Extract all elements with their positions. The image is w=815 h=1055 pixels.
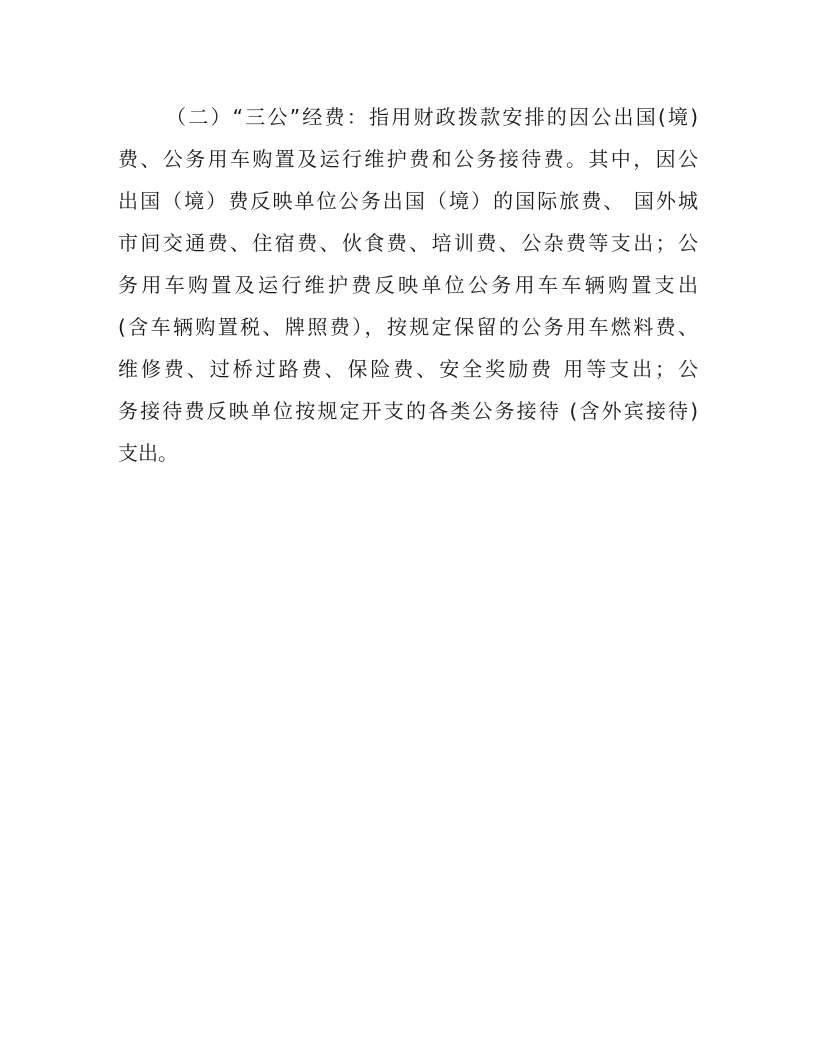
paragraph-line: 务用车购置及运行维护费反映单位公务用车车辆购置支出: [118, 273, 698, 297]
paragraph-line: 市间交通费、住宿费、伙食费、培训费、公杂费等支出；公: [118, 231, 698, 255]
paragraph-line: 支出。: [118, 441, 178, 465]
paragraph-line: 务接待费反映单位按规定开支的各类公务接待 (含外宾接待): [118, 399, 698, 423]
paragraph-line: (含车辆购置税、牌照费），按规定保留的公务用车燃料费、: [118, 315, 698, 339]
paragraph-line: （二）“三公”经费：指用财政拨款安排的因公出国(境): [166, 105, 698, 129]
paragraph-line: 费、公务用车购置及运行维护费和公务接待费。其中，因公: [118, 147, 698, 171]
paragraph-three-public-expenses: [118, 96, 698, 474]
paragraph-line: 出国（境）费反映单位公务出国（境）的国际旅费、 国外城: [118, 189, 698, 213]
paragraph-line: 维修费、过桥过路费、保险费、安全奖励费 用等支出；公: [118, 357, 698, 381]
